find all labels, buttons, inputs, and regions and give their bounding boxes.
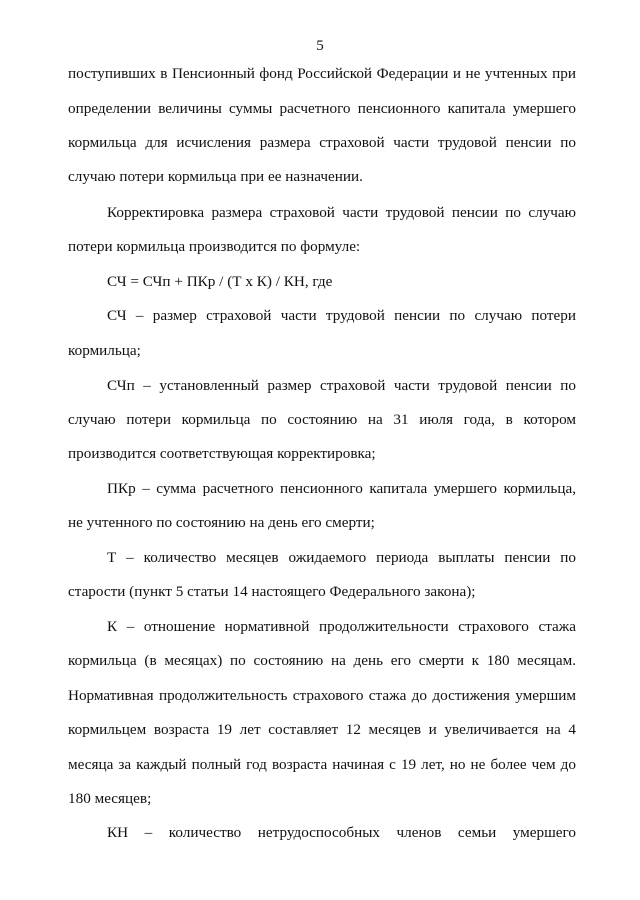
text-line: кормильца; [68,342,141,359]
text-line: не учтенного по состоянию на день его смерти; [68,514,375,531]
text-line: производится соответствующая корректировка; [68,445,376,462]
text-line: поступивших в Пенсионный фонд Российской Федерации и не учтенных при [68,65,576,82]
text-line: кормильца для исчисления размера страховой части трудовой пенсии по [68,134,576,151]
text-line: СЧ – размер страховой части трудовой пенсии по случаю потери [107,307,576,324]
text-line: КН – количество нетрудоспособных членов семьи умершего [107,824,576,841]
text-line: кормильцем возраста 19 лет составляет 12 месяцев и увеличивается на 4 [68,721,576,738]
text-line: месяца за каждый полный год возраста начиная с 19 лет, но не более чем до [68,756,576,773]
text-line: СЧп – установленный размер страховой части трудовой пенсии по [107,377,576,394]
text-line: Корректировка размера страховой части трудовой пенсии по случаю [107,204,576,221]
text-line: К – отношение нормативной продолжительности страхового стажа [107,618,576,635]
text-line: Нормативная продолжительность страхового стажа до достижения умершим [68,687,576,704]
text-line: ПКр – сумма расчетного пенсионного капитала умершего кормильца, [107,480,576,497]
text-line: случаю потери кормильца при ее назначении. [68,168,363,185]
text-line: старости (пункт 5 статьи 14 настоящего Федерального закона); [68,583,476,600]
text-line: определении величины суммы расчетного пенсионного капитала умершего [68,100,576,117]
formula-line: СЧ = СЧп + ПКр / (Т х К) / КН, где [107,273,333,290]
text-line: потери кормильца производится по формуле: [68,238,361,255]
text-line: 180 месяцев; [68,790,152,807]
text-line: Т – количество месяцев ожидаемого периода выплаты пенсии по [107,549,576,566]
text-line: случаю потери кормильца по состоянию на 31 июля года, в котором [68,411,576,428]
text-line: кормильца (в месяцах) по состоянию на день его смерти к 180 месяцам. [68,652,576,669]
page-number: 5 [316,38,324,54]
